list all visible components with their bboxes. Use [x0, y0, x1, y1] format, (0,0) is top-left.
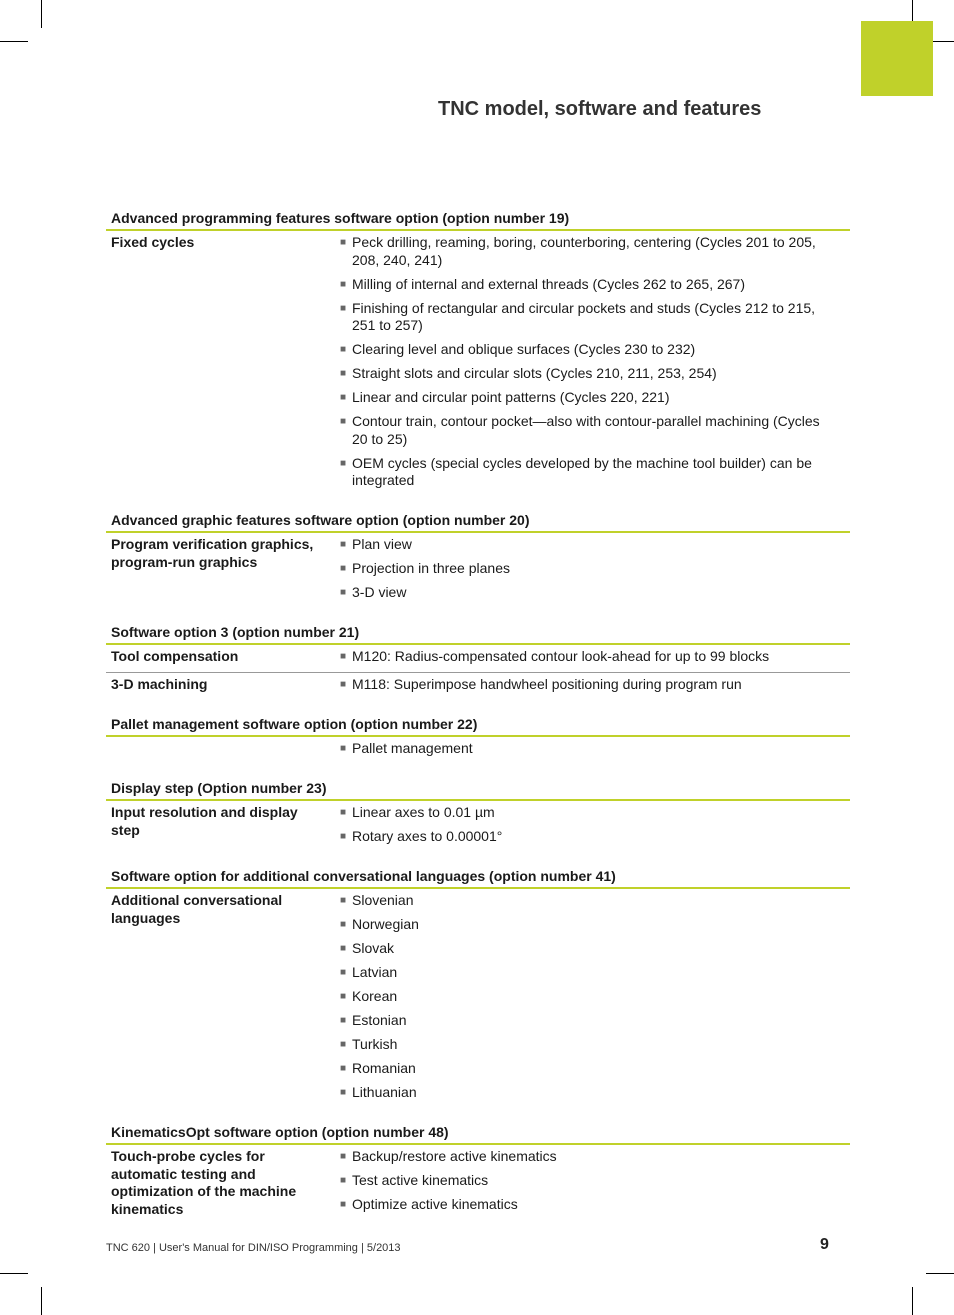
list-item — [317, 828, 850, 846]
square-bullet-icon: ■ — [340, 1015, 347, 1026]
bullet-list — [317, 648, 850, 672]
list-item — [317, 389, 850, 407]
row-label: Touch-probe cycles for automatic testing and optimization of the machine kinematics — [111, 1148, 297, 1217]
square-bullet-icon: ■ — [340, 919, 347, 930]
list-item-text: Plan view — [352, 536, 412, 552]
crop-mark — [0, 1273, 28, 1274]
row-label: 3-D machining — [111, 676, 208, 692]
list-item — [317, 676, 850, 694]
square-bullet-icon: ■ — [340, 344, 347, 355]
row-label: Additional conversational languages — [111, 892, 283, 926]
row-label: Program verification graphics, program-run graphics — [111, 536, 314, 570]
list-item-text: Slovak — [352, 940, 395, 956]
list-item — [317, 1148, 850, 1166]
list-item-text: Latvian — [352, 964, 398, 980]
section-heading: Display step (Option number 23) — [106, 777, 850, 801]
table-row — [106, 1145, 850, 1220]
feature-table — [106, 207, 850, 1220]
list-item-text: Straight slots and circular slots (Cycles 210, 211, 253, 254) — [352, 365, 717, 381]
square-bullet-icon: ■ — [340, 278, 347, 290]
bullet-list — [317, 740, 850, 764]
list-item-text: Projection in three planes — [352, 560, 510, 576]
list-item-text: Linear and circular point patterns (Cycles 220, 221) — [352, 389, 670, 405]
list-item — [317, 940, 850, 958]
list-item-text: Peck drilling, reaming, boring, counterboring, centering (Cycles 201 to 205, 208, 240, 241) — [352, 234, 816, 268]
square-bullet-icon: ■ — [340, 563, 347, 574]
square-bullet-icon: ■ — [340, 831, 347, 842]
list-item-text: Linear axes to 0.01 µm — [352, 804, 495, 820]
list-item — [317, 964, 850, 982]
chapter-tab — [861, 21, 933, 96]
table-row — [106, 231, 850, 496]
list-item — [317, 341, 850, 359]
row-label: Fixed cycles — [111, 234, 195, 250]
list-item — [317, 300, 850, 335]
section-spacer — [106, 764, 850, 777]
crop-mark — [41, 0, 42, 28]
table-row — [106, 889, 850, 1108]
list-item — [317, 560, 850, 578]
square-bullet-icon: ■ — [340, 302, 347, 314]
list-item — [317, 234, 850, 269]
bullet-list — [317, 892, 850, 1108]
list-item-text: 3-D view — [352, 584, 407, 600]
row-label: Input resolution and display step — [111, 804, 298, 838]
crop-mark — [912, 1287, 913, 1315]
square-bullet-icon: ■ — [340, 368, 347, 379]
list-item — [317, 276, 850, 294]
table-row — [106, 737, 850, 764]
list-item-text: Estonian — [352, 1012, 407, 1028]
list-item-text: Korean — [352, 988, 398, 1004]
list-item-text: Contour train, contour pocket—also with contour-parallel machining (Cycles 20 to 25) — [352, 413, 820, 447]
list-item-text: M120: Radius-compensated contour look-ahead for up to 99 blocks — [352, 648, 770, 664]
list-item — [317, 455, 850, 490]
page-header-title: TNC model, software and features — [438, 98, 762, 120]
square-bullet-icon: ■ — [340, 237, 347, 248]
square-bullet-icon: ■ — [340, 1175, 347, 1186]
section-heading: Software option for additional conversational languages (option number 41) — [106, 865, 850, 889]
list-item — [317, 740, 850, 758]
crop-mark — [926, 1273, 954, 1274]
list-item-text: Test active kinematics — [352, 1172, 489, 1188]
section-spacer — [106, 496, 850, 509]
list-item — [317, 1036, 850, 1054]
table-row — [106, 801, 850, 852]
bullet-list — [317, 676, 850, 700]
section-spacer — [106, 608, 850, 621]
square-bullet-icon: ■ — [340, 943, 347, 954]
crop-mark — [41, 1287, 42, 1315]
square-bullet-icon: ■ — [340, 392, 347, 403]
square-bullet-icon: ■ — [340, 651, 347, 662]
list-item-text: Optimize active kinematics — [352, 1196, 518, 1212]
list-item — [317, 365, 850, 383]
bullet-list — [317, 1148, 850, 1220]
section-spacer — [106, 852, 850, 865]
square-bullet-icon: ■ — [340, 679, 347, 690]
list-item — [317, 1012, 850, 1030]
square-bullet-icon: ■ — [340, 457, 347, 469]
table-row — [106, 533, 850, 608]
square-bullet-icon: ■ — [340, 991, 347, 1002]
list-item-text: Lithuanian — [352, 1084, 417, 1100]
list-item — [317, 584, 850, 602]
section-spacer — [106, 1108, 850, 1121]
square-bullet-icon: ■ — [340, 1087, 347, 1098]
page-number: 9 — [820, 1236, 829, 1253]
list-item-text: M118: Superimpose handwheel positioning during program run — [352, 676, 742, 692]
list-item-text: Turkish — [352, 1036, 398, 1052]
square-bullet-icon: ■ — [340, 1199, 347, 1210]
list-item — [317, 892, 850, 910]
list-item — [317, 804, 850, 822]
list-item — [317, 1172, 850, 1190]
table-row — [106, 672, 850, 700]
list-item — [317, 916, 850, 934]
bullet-list — [317, 536, 850, 608]
list-item-text: Norwegian — [352, 916, 419, 932]
footer-text: TNC 620 | User's Manual for DIN/ISO Programming | 5/2013 — [106, 1242, 401, 1254]
square-bullet-icon: ■ — [340, 1039, 347, 1050]
list-item-text: Clearing level and oblique surfaces (Cycles 230 to 232) — [352, 341, 696, 357]
list-item — [317, 413, 850, 448]
list-item — [317, 1084, 850, 1102]
row-label: Tool compensation — [111, 648, 239, 664]
square-bullet-icon: ■ — [340, 967, 347, 978]
section-heading: Advanced graphic features software option (option number 20) — [106, 509, 850, 533]
bullet-list — [317, 804, 850, 852]
list-item — [317, 536, 850, 554]
square-bullet-icon: ■ — [340, 1063, 347, 1074]
list-item-text: Backup/restore active kinematics — [352, 1148, 557, 1164]
crop-mark — [0, 41, 28, 42]
section-heading: Advanced programming features software option (option number 19) — [106, 207, 850, 231]
list-item — [317, 648, 850, 666]
section-spacer — [106, 700, 850, 713]
square-bullet-icon: ■ — [340, 743, 347, 754]
square-bullet-icon: ■ — [340, 807, 347, 818]
list-item-text: Rotary axes to 0.00001° — [352, 828, 503, 844]
list-item-text: Romanian — [352, 1060, 416, 1076]
list-item-text: Finishing of rectangular and circular pockets and studs (Cycles 212 to 215, 251 to 257) — [352, 299, 816, 333]
square-bullet-icon: ■ — [340, 895, 347, 906]
section-heading: Software option 3 (option number 21) — [106, 621, 850, 645]
bullet-list — [317, 234, 850, 496]
list-item — [317, 1060, 850, 1078]
list-item-text: OEM cycles (special cycles developed by the machine tool builder) can be integrated — [352, 454, 812, 488]
list-item — [317, 988, 850, 1006]
square-bullet-icon: ■ — [340, 587, 347, 598]
list-item-text: Milling of internal and external threads (Cycles 262 to 265, 267) — [352, 275, 745, 292]
list-item — [317, 1196, 850, 1214]
square-bullet-icon: ■ — [340, 416, 347, 427]
square-bullet-icon: ■ — [340, 1151, 347, 1162]
list-item-text: Pallet management — [352, 740, 473, 756]
square-bullet-icon: ■ — [340, 539, 347, 550]
row-label — [106, 740, 317, 764]
section-heading: Pallet management software option (option number 22) — [106, 713, 850, 737]
section-heading: KinematicsOpt software option (option number 48) — [106, 1121, 850, 1145]
table-row — [106, 645, 850, 672]
list-item-text: Slovenian — [352, 892, 414, 908]
